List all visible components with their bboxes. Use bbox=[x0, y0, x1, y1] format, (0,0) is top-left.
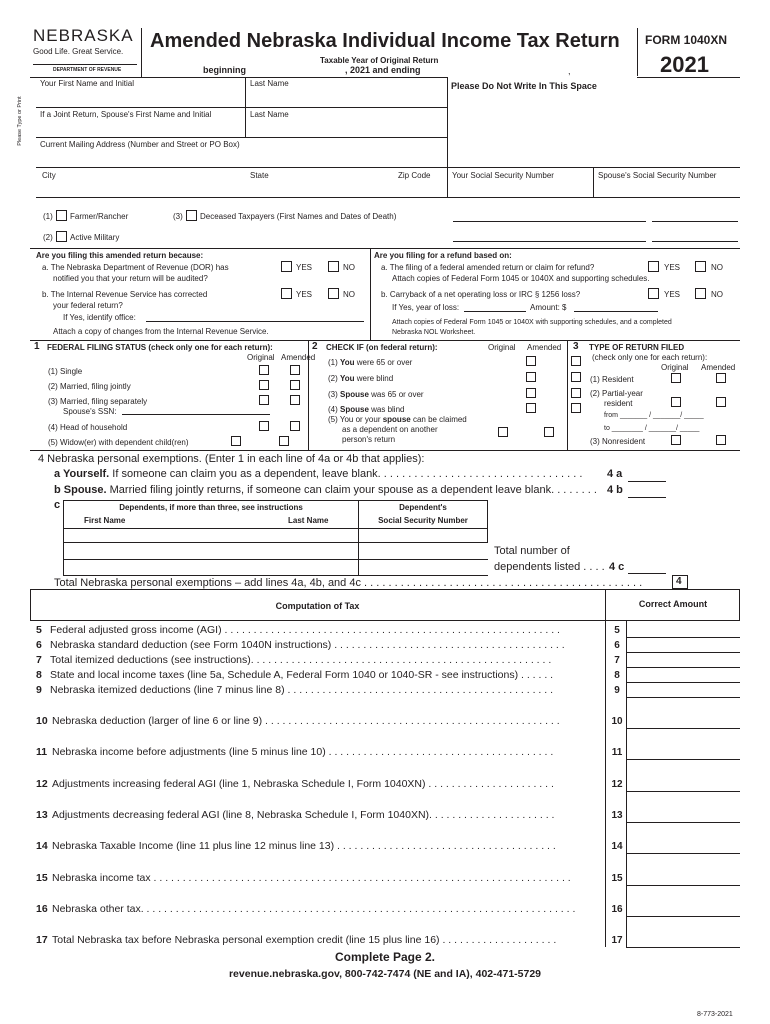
your-ssn-label: Your Social Security Number bbox=[452, 171, 554, 180]
logo-wordmark: NEBRASKA bbox=[33, 26, 134, 45]
filing-status-hoh: (4) Head of household bbox=[48, 423, 128, 432]
military-checkbox[interactable] bbox=[56, 231, 67, 242]
line-5-text bbox=[36, 624, 560, 636]
ending-label: , 2021 and ending bbox=[345, 65, 421, 75]
section3-amended-header: Amended bbox=[701, 363, 736, 372]
military-label: Active Military bbox=[70, 233, 120, 242]
loss-year-input[interactable] bbox=[464, 311, 526, 312]
complete-page-2: Complete Page 2. bbox=[334, 950, 436, 964]
single-original-checkbox[interactable] bbox=[259, 365, 269, 375]
dependent-first-name-header: First Name bbox=[84, 516, 126, 525]
line-6-box-number: 6 bbox=[614, 640, 620, 651]
line-8-description: State and local income taxes (line 5a, Schedule A, Federal Form 1040 or 1040-SR - see instructions) . . . . . . bbox=[50, 669, 554, 681]
refund-a-yes-label: YES bbox=[664, 263, 681, 272]
filing-status-separate: (3) Married, filing separately bbox=[48, 397, 148, 406]
line-8-amount-input[interactable] bbox=[626, 667, 740, 683]
dependent-row-1-name[interactable] bbox=[64, 529, 357, 541]
refund-a-attach: Attach copies of Federal Form 1045 or 1040X and supporting schedules. bbox=[392, 274, 650, 283]
separate-original-checkbox[interactable] bbox=[259, 395, 269, 405]
line4b-num: 4 b bbox=[607, 484, 623, 496]
dependent-row-3-name[interactable] bbox=[64, 560, 357, 575]
line-17-description: Total Nebraska tax before Nebraska personal exemption credit (line 15 plus line 16) . . . . . . . . . . . . . . . . . . . . bbox=[52, 934, 557, 946]
line-16-description: Nebraska other tax. . . . . . . . . . . . . . . . . . . . . . . . . . . . . . . . . . . . . . . . . . . . . . . . . . . . . . . . . . . . . . . . . . . . . . . . . . . bbox=[52, 903, 576, 915]
check-you-blind: (2) You were blind bbox=[328, 374, 394, 383]
line4-total: Total Nebraska personal exemptions – add lines 4a, 4b, and 4c . . . . . . . . . . . . . . . . . . . . . . . . . . . . . . . . . . . . . . . . . . . . . . bbox=[54, 577, 643, 589]
section1-num: 1 bbox=[34, 341, 40, 352]
deceased-num: (3) bbox=[173, 212, 183, 221]
refund-reason-heading: Are you filing for a refund based on: bbox=[374, 251, 512, 260]
last-name-label: Last Name bbox=[250, 79, 289, 88]
you-65-amended-checkbox[interactable] bbox=[571, 356, 581, 366]
line-12-description: Adjustments increasing federal AGI (line 1, Nebraska Schedule I, Form 1040XN) . . . . . . . . . . . . . . . . . . . . . . bbox=[52, 778, 554, 790]
identify-office-label: If Yes, identify office: bbox=[63, 313, 136, 322]
loss-amount-input[interactable] bbox=[574, 311, 658, 312]
line-13-amount-input[interactable] bbox=[626, 807, 740, 823]
line-17-label-num: 17 bbox=[36, 934, 48, 946]
resident-amended-checkbox[interactable] bbox=[716, 373, 726, 383]
refund-a-yes-checkbox[interactable] bbox=[648, 261, 659, 272]
check-spouse-65: (3) Spouse was 65 or over bbox=[328, 390, 424, 399]
section2-num: 2 bbox=[312, 341, 318, 352]
partial-amended-checkbox[interactable] bbox=[716, 397, 726, 407]
refund-b-no-checkbox[interactable] bbox=[695, 288, 706, 299]
line-17-box-number: 17 bbox=[611, 935, 623, 946]
widow-original-checkbox[interactable] bbox=[231, 436, 241, 446]
line-14-box-number: 14 bbox=[611, 841, 623, 852]
line-14-amount-input[interactable] bbox=[626, 838, 740, 854]
spouse-first-name-label: If a Joint Return, Spouse's First Name and Initial bbox=[40, 110, 212, 119]
filing-status-joint: (2) Married, filing jointly bbox=[48, 382, 131, 391]
line-16-text bbox=[36, 903, 575, 915]
separate-amended-checkbox[interactable] bbox=[290, 395, 300, 405]
line-7-description: Total itemized deductions (see instructions). . . . . . . . . . . . . . . . . . . . . . . . . . . . . . . . . . . . . . . . . . . . . . . . . . . . bbox=[50, 654, 552, 666]
joint-original-checkbox[interactable] bbox=[259, 380, 269, 390]
line-12-amount-input[interactable] bbox=[626, 776, 740, 792]
contact-info: revenue.nebraska.gov, 800-742-7474 (NE and IA), 402-471-5729 bbox=[228, 968, 542, 980]
amend-b-yes-label: YES bbox=[296, 290, 313, 299]
line-8-label-num: 8 bbox=[36, 669, 42, 681]
spouse-65-amended-checkbox[interactable] bbox=[571, 388, 581, 398]
zip-label: Zip Code bbox=[398, 171, 431, 180]
line-17-text bbox=[36, 934, 556, 946]
first-name-input[interactable] bbox=[36, 90, 244, 106]
line-10-description: Nebraska deduction (larger of line 6 or line 9) . . . . . . . . . . . . . . . . . . . . . . . . . . . . . . . . . . . . . . . . . . . . . . . . . . . bbox=[52, 715, 560, 727]
joint-amended-checkbox[interactable] bbox=[290, 380, 300, 390]
your-ssn-input[interactable] bbox=[450, 181, 590, 196]
line-8-text bbox=[36, 669, 553, 681]
section3-original-header: Original bbox=[661, 363, 689, 372]
line-9-box-number: 9 bbox=[614, 685, 620, 696]
zip-input[interactable] bbox=[396, 181, 446, 196]
identify-office-input[interactable] bbox=[146, 321, 364, 322]
you-65-original-checkbox[interactable] bbox=[526, 356, 536, 366]
line4c-input[interactable] bbox=[628, 573, 666, 574]
state-input[interactable] bbox=[248, 181, 394, 196]
refund-reason-b: b. Carryback of a net operating loss or IRC § 1256 loss? bbox=[381, 290, 581, 299]
section1-heading: FEDERAL FILING STATUS (check only one for each return): bbox=[47, 343, 273, 352]
section3-num: 3 bbox=[573, 341, 579, 352]
dependent-ssn-header-2: Social Security Number bbox=[378, 516, 468, 525]
separate-spouse-ssn-input[interactable] bbox=[122, 414, 270, 415]
city-label: City bbox=[42, 171, 56, 180]
you-blind-original-checkbox[interactable] bbox=[526, 372, 536, 382]
total-dependents-label-1: Total number of bbox=[494, 545, 570, 557]
dependent-row-2-name[interactable] bbox=[64, 543, 357, 558]
dependent-last-name-header: Last Name bbox=[288, 516, 329, 525]
line-9-label-num: 9 bbox=[36, 684, 42, 696]
refund-b-yes-label: YES bbox=[664, 290, 681, 299]
dependents-header: Dependents, if more than three, see instructions bbox=[119, 503, 303, 512]
line-13-description: Adjustments decreasing federal AGI (line 8, Nebraska Schedule I, Form 1040XN). . . . . . . . . . . . . . . . . . . . . . bbox=[52, 809, 555, 821]
loss-amount-label: Amount: $ bbox=[530, 303, 567, 312]
amend-reason-a-line1: a. The Nebraska Department of Revenue (DOR) has bbox=[42, 263, 229, 272]
spouse-ssn-label: Spouse's Social Security Number bbox=[598, 171, 717, 180]
line-12-label-num: 12 bbox=[36, 778, 48, 790]
deceased-name-input-2[interactable] bbox=[453, 241, 646, 242]
check-dependent: (5) You or your spouse can be claimed as a dependent on another person's return bbox=[328, 415, 467, 444]
line4a-num: 4 a bbox=[607, 468, 623, 480]
dependent-original-checkbox[interactable] bbox=[498, 427, 508, 437]
type-partial-year-resident: resident bbox=[604, 399, 633, 408]
refund-b-yes-checkbox[interactable] bbox=[648, 288, 659, 299]
line4-heading: 4 Nebraska personal exemptions. (Enter 1 in each line of 4a or 4b that applies): bbox=[38, 453, 425, 465]
amend-b-no-label: NO bbox=[343, 290, 355, 299]
deceased-label: Deceased Taxpayers (First Names and Dates of Death) bbox=[200, 212, 397, 221]
amend-reason-b-line1: b. The Internal Revenue Service has corrected bbox=[42, 290, 208, 299]
line4b-input[interactable] bbox=[628, 497, 666, 498]
amend-reason-b-line2: your federal return? bbox=[53, 301, 123, 310]
line-8-box-number: 8 bbox=[614, 670, 620, 681]
total-dependents-label-2: dependents listed . . . . bbox=[494, 561, 605, 573]
line-17-amount-input[interactable] bbox=[626, 932, 740, 948]
military-num: (2) bbox=[43, 233, 53, 242]
line-5-label-num: 5 bbox=[36, 624, 42, 636]
line-15-text bbox=[36, 872, 571, 884]
line-15-box-number: 15 bbox=[611, 873, 623, 884]
refund-b-no-label: NO bbox=[711, 290, 723, 299]
line-7-amount-input[interactable] bbox=[626, 652, 740, 668]
logo-tagline: Good Life. Great Service. bbox=[33, 47, 124, 56]
first-name-label: Your First Name and Initial bbox=[40, 79, 134, 88]
line-15-label-num: 15 bbox=[36, 872, 48, 884]
section1-amended-header: Amended bbox=[281, 353, 316, 362]
state-label: State bbox=[250, 171, 269, 180]
amend-a-no-checkbox[interactable] bbox=[328, 261, 339, 272]
line-13-text bbox=[36, 809, 554, 821]
beginning-label: beginning bbox=[203, 65, 246, 75]
spouse-65-original-checkbox[interactable] bbox=[526, 388, 536, 398]
section1-original-header: Original bbox=[247, 353, 275, 362]
type-or-print-label: Please Type or Print bbox=[17, 96, 23, 146]
computation-title: Computation of Tax bbox=[275, 601, 360, 611]
farmer-checkbox[interactable] bbox=[56, 210, 67, 221]
line-14-label-num: 14 bbox=[36, 840, 48, 852]
line-7-label-num: 7 bbox=[36, 654, 42, 666]
type-partial-year: (2) Partial-year bbox=[590, 389, 643, 398]
deceased-checkbox[interactable] bbox=[186, 210, 197, 221]
line-10-box-number: 10 bbox=[611, 716, 623, 727]
refund-attach-line2: Nebraska NOL Worksheet. bbox=[392, 329, 476, 336]
line-7-text bbox=[36, 654, 551, 666]
line-12-text bbox=[36, 778, 554, 790]
line-16-label-num: 16 bbox=[36, 903, 48, 915]
single-amended-checkbox[interactable] bbox=[290, 365, 300, 375]
line4b: b Spouse. Married filing jointly returns, if someone can claim your spouse as a dependent leave blank. . . . . . . . bbox=[54, 484, 597, 496]
hoh-original-checkbox[interactable] bbox=[259, 421, 269, 431]
deceased-date-input-1[interactable] bbox=[652, 221, 738, 222]
dependent-row-3-ssn[interactable] bbox=[359, 560, 486, 575]
spouse-last-name-input[interactable] bbox=[248, 120, 446, 136]
line-9-description: Nebraska itemized deductions (line 7 minus line 8) . . . . . . . . . . . . . . . . . . . . . . . . . . . . . . . . . . . . . . . . . . . . . . bbox=[50, 684, 554, 696]
line-6-amount-input[interactable] bbox=[626, 637, 740, 653]
spouse-blind-amended-checkbox[interactable] bbox=[571, 403, 581, 413]
line-14-text bbox=[36, 840, 556, 852]
section2-amended-header: Amended bbox=[527, 343, 562, 352]
last-name-input[interactable] bbox=[248, 90, 446, 106]
line-11-box-number: 11 bbox=[611, 747, 623, 758]
line-5-amount-input[interactable] bbox=[626, 622, 740, 638]
spouse-first-name-input[interactable] bbox=[36, 120, 244, 136]
line-10-label-num: 10 bbox=[36, 715, 48, 727]
line4-total-input[interactable] bbox=[690, 575, 740, 589]
ending-comma: , bbox=[568, 66, 571, 76]
filing-status-widow: (5) Widow(er) with dependent child(ren) bbox=[48, 438, 189, 447]
dependent-amended-checkbox[interactable] bbox=[544, 427, 554, 437]
filing-status-single: (1) Single bbox=[48, 367, 83, 376]
check-spouse-blind: (4) Spouse was blind bbox=[328, 405, 405, 414]
line-11-label-num: 11 bbox=[36, 746, 48, 758]
line-9-amount-input[interactable] bbox=[626, 682, 740, 698]
partial-to-date[interactable]: to ________ / _______/ _____ bbox=[604, 425, 700, 432]
section3-heading: TYPE OF RETURN FILED bbox=[589, 343, 685, 352]
line-15-amount-input[interactable] bbox=[626, 870, 740, 886]
line4a: a Yourself. If someone can claim you as a dependent, leave blank. . . . . . . . . . . . . . . . . . . . . . . . . . . . . . . . . . bbox=[54, 468, 583, 480]
line-11-text bbox=[36, 746, 553, 758]
resident-original-checkbox[interactable] bbox=[671, 373, 681, 383]
correct-amount-header: Correct Amount bbox=[638, 599, 708, 609]
amend-a-no-label: NO bbox=[343, 263, 355, 272]
hoh-amended-checkbox[interactable] bbox=[290, 421, 300, 431]
taxable-year-label: Taxable Year of Original Return bbox=[320, 56, 439, 65]
line4c-num: 4 c bbox=[609, 561, 625, 573]
amend-a-yes-label: YES bbox=[296, 263, 313, 272]
spouse-last-name-label: Last Name bbox=[250, 110, 289, 119]
spouse-blind-original-checkbox[interactable] bbox=[526, 403, 536, 413]
nonresident-original-checkbox[interactable] bbox=[671, 435, 681, 445]
deceased-name-input-1[interactable] bbox=[453, 221, 646, 222]
loss-year-label: If Yes, year of loss: bbox=[392, 303, 460, 312]
amend-a-yes-checkbox[interactable] bbox=[281, 261, 292, 272]
tax-year: 2021 bbox=[660, 52, 709, 77]
line-11-description: Nebraska income before adjustments (line 5 minus line 10) . . . . . . . . . . . . . . . . . . . . . . . . . . . . . . . . . . . . . . . bbox=[52, 746, 554, 758]
line-6-label-num: 6 bbox=[36, 639, 42, 651]
line-5-box-number: 5 bbox=[614, 625, 620, 636]
line-7-box-number: 7 bbox=[614, 655, 620, 666]
refund-a-no-label: NO bbox=[711, 263, 723, 272]
amend-reason-a-line2: notified you that your return will be audited? bbox=[53, 274, 208, 283]
line-6-description: Nebraska standard deduction (see Form 1040N instructions) . . . . . . . . . . . . . . . . . . . . . . . . . . . . . . . . . . . . . . . . bbox=[50, 639, 565, 651]
dependent-row-2-ssn[interactable] bbox=[359, 543, 486, 558]
address-input[interactable] bbox=[36, 150, 446, 166]
amend-reason-heading: Are you filing this amended return because: bbox=[36, 251, 204, 260]
refund-reason-a: a. The filing of a federal amended return or claim for refund? bbox=[381, 263, 595, 272]
nebraska-logo bbox=[33, 26, 139, 73]
line-6-text bbox=[36, 639, 565, 651]
no-write-label: Please Do Not Write In This Space bbox=[451, 81, 597, 91]
spouse-ssn-label-sec1: Spouse's SSN: bbox=[63, 407, 117, 416]
dependent-row-1-ssn[interactable] bbox=[359, 529, 486, 541]
line-16-amount-input[interactable] bbox=[626, 901, 740, 917]
partial-from-date[interactable]: from _______ / _______/ _____ bbox=[604, 412, 704, 419]
line-14-description: Nebraska Taxable Income (line 11 plus line 12 minus line 13) . . . . . . . . . . . . . . . . . . . . . . . . . . . . . . . . . . . . . . bbox=[52, 840, 556, 852]
line-10-amount-input[interactable] bbox=[626, 713, 740, 729]
type-nonresident: (3) Nonresident bbox=[590, 437, 646, 446]
line-15-description: Nebraska income tax . . . . . . . . . . . . . . . . . . . . . . . . . . . . . . . . . . . . . . . . . . . . . . . . . . . . . . . . . . . . . . . . . . . . . . . . bbox=[52, 872, 571, 884]
farmer-num: (1) bbox=[43, 212, 53, 221]
dependent-ssn-header-1: Dependent's bbox=[399, 503, 447, 512]
line-13-box-number: 13 bbox=[611, 810, 623, 821]
you-blind-amended-checkbox[interactable] bbox=[571, 372, 581, 382]
line-13-label-num: 13 bbox=[36, 809, 48, 821]
refund-a-no-checkbox[interactable] bbox=[695, 261, 706, 272]
section2-original-header: Original bbox=[488, 343, 516, 352]
widow-amended-checkbox[interactable] bbox=[279, 436, 289, 446]
city-input[interactable] bbox=[36, 181, 242, 196]
partial-original-checkbox[interactable] bbox=[671, 397, 681, 407]
line4a-input[interactable] bbox=[628, 481, 666, 482]
section3-sub: (check only one for each return): bbox=[592, 353, 708, 362]
spouse-ssn-input[interactable] bbox=[596, 181, 738, 196]
line-11-amount-input[interactable] bbox=[626, 744, 740, 760]
line-10-text bbox=[36, 715, 560, 727]
refund-attach-line1: Attach copies of Federal Form 1045 or 1040X with supporting schedules, and a completed bbox=[392, 319, 672, 326]
form-title: Amended Nebraska Individual Income Tax Return bbox=[150, 30, 620, 52]
line-9-text bbox=[36, 684, 553, 696]
nonresident-amended-checkbox[interactable] bbox=[716, 435, 726, 445]
logo-department: DEPARTMENT OF REVENUE bbox=[53, 67, 122, 73]
form-number: FORM 1040XN bbox=[645, 33, 728, 47]
line-5-description: Federal adjusted gross income (AGI) . . . . . . . . . . . . . . . . . . . . . . . . . . . . . . . . . . . . . . . . . . . . . . . . . . . . . . . . . . bbox=[50, 624, 560, 636]
amend-attach-note: Attach a copy of changes from the Internal Revenue Service. bbox=[53, 327, 269, 336]
line-16-box-number: 16 bbox=[611, 904, 623, 915]
line-12-box-number: 12 bbox=[611, 779, 623, 790]
check-you-65: (1) You were 65 or over bbox=[328, 358, 413, 367]
farmer-label: Farmer/Rancher bbox=[70, 212, 129, 221]
line4c-letter: c bbox=[54, 499, 61, 511]
form-code: 8-773-2021 bbox=[697, 1011, 733, 1018]
deceased-date-input-2[interactable] bbox=[652, 241, 738, 242]
line4-total-num: 4 bbox=[676, 576, 682, 587]
address-label: Current Mailing Address (Number and Street or PO Box) bbox=[40, 140, 240, 149]
amend-b-yes-checkbox[interactable] bbox=[281, 288, 292, 299]
type-resident: (1) Resident bbox=[590, 375, 634, 384]
amend-b-no-checkbox[interactable] bbox=[328, 288, 339, 299]
section2-heading: CHECK IF (on federal return): bbox=[326, 343, 438, 352]
